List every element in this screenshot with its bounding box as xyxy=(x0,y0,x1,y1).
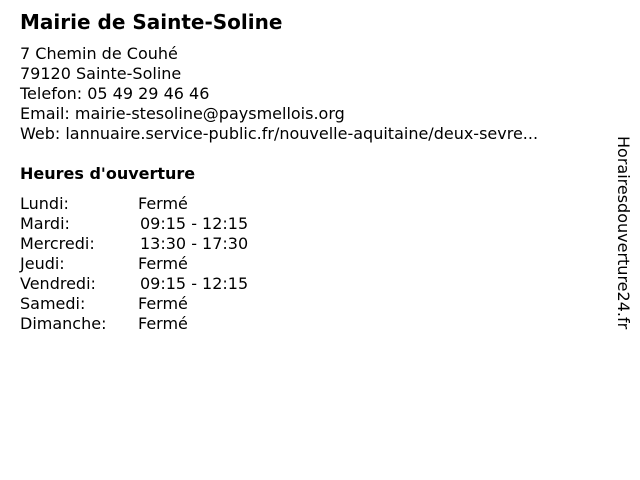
hours-value: 09:15 - 12:15 xyxy=(140,274,249,293)
hours-value: Fermé xyxy=(138,314,188,333)
day-label: Jeudi: xyxy=(20,254,65,273)
postal-city: 79120 Sainte-Soline xyxy=(20,64,182,83)
hours-value: 09:15 - 12:15 xyxy=(140,214,249,233)
day-label: Mardi: xyxy=(20,214,70,233)
hours-value: Fermé xyxy=(138,294,188,313)
hours-value: 13:30 - 17:30 xyxy=(140,234,249,253)
office-title: Mairie de Sainte-Soline xyxy=(20,10,283,34)
day-label: Vendredi: xyxy=(20,274,96,293)
street-address: 7 Chemin de Couhé xyxy=(20,44,178,63)
website-url: Web: lannuaire.service-public.fr/nouvelle-aquitaine/deux-sevre... xyxy=(20,124,539,143)
hours-value: Fermé xyxy=(138,254,188,273)
day-label: Mercredi: xyxy=(20,234,95,253)
hours-heading: Heures d'ouverture xyxy=(20,164,196,183)
day-label: Dimanche: xyxy=(20,314,107,333)
phone-number: Telefon: 05 49 29 46 46 xyxy=(20,84,210,103)
site-watermark: Horairesdouverture24.fr xyxy=(614,136,633,330)
email-address: Email: mairie-stesoline@paysmellois.org xyxy=(20,104,345,123)
day-label: Samedi: xyxy=(20,294,86,313)
hours-value: Fermé xyxy=(138,194,188,213)
day-label: Lundi: xyxy=(20,194,69,213)
address-block xyxy=(20,44,538,144)
